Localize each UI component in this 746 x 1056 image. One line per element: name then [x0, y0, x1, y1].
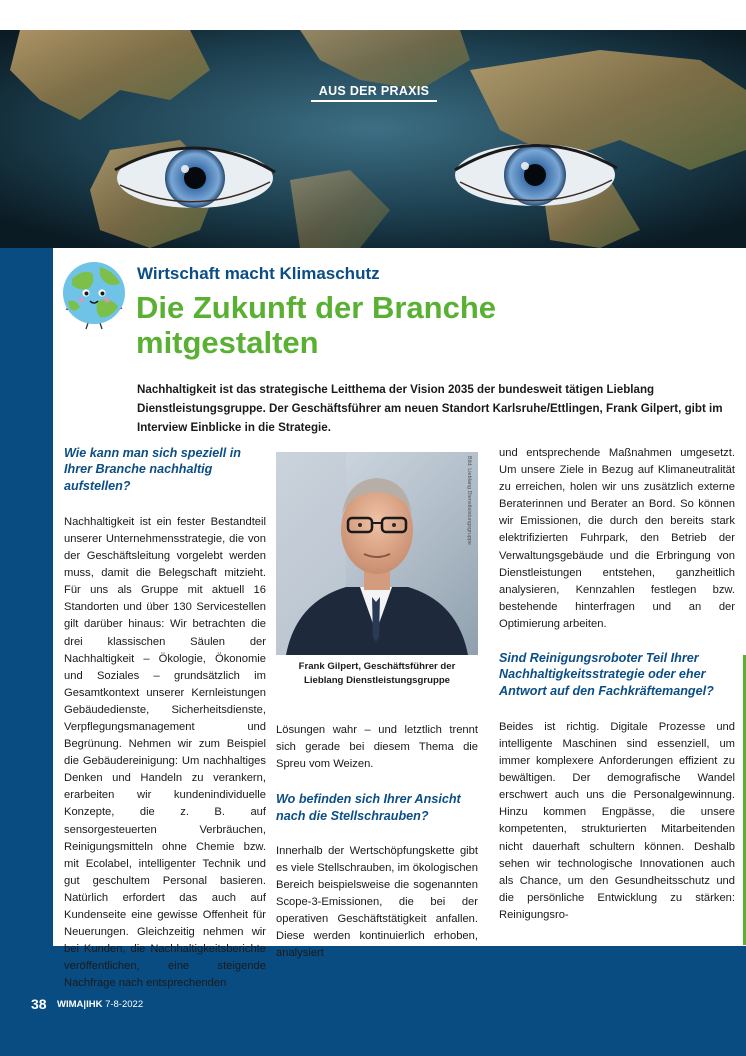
publication-name	[57, 999, 143, 1010]
page-number: 38	[31, 996, 47, 1012]
interview-answer-1: Nachhaltigkeit ist ein fester Bestandteil unserer Unternehmensstrategie, die von der Geschäftsleitung vorgelebt werden muss, damit die Belegschaft mitzieht. Für uns als Gruppe mit aktuell 16 Standorten und über 130 Servicestellen gilt darüber hinaus: Wir betrachten die drei klassischen Säulen der Nachhaltigkeit – Ökologie, Ökonomie und Soziales – grundsätzlich im Gesamtkontext unserer Kernleistungen Gebäudedienste, Sicherheitsdienste, Verpflegungsmanagement und Begrünung. Nehmen wir zum Beispiel die Gebäudereinigung: Um nachhaltiges Denken und Handeln zu verankern, erarbeiten wir kundenindividuelle Konzepte, die z. B. auf sensorgesteuerten Verbräuchen, Reinigungsmitteln ohne Chemie bzw. mit Ecolabel, intelligenter Technik und gut geschultem Personal basieren. Natürlich erfordert das auch auf Kundenseite eine gewisse Offenheit für Neuerungen. Gleichzeitig nehmen wir bei Kunden, die Nachhaltigkeitsberichte veröffentlichen, eine steigende Nachfrage nach entsprechenden	[64, 515, 266, 990]
section-rubric: AUS DER PRAXIS	[311, 80, 437, 102]
article-lead: Nachhaltigkeit ist das strategische Leitthema der Vision 2035 der bundesweit tätigen Lieblang Dienstleistungsgruppe. Der Geschäftsführer am neuen Standort Karlsruhe/Ettlingen, Frank Gilpert, gibt im Interview Einblicke in die Strategie.	[137, 383, 723, 434]
publication-issuer: IHK	[86, 999, 103, 1010]
article-column-3	[499, 445, 735, 924]
article-column-1	[64, 445, 266, 993]
headline-line-1: Die Zukunft der Branche	[136, 290, 496, 325]
publication-issue: 7-8-2022	[105, 999, 144, 1010]
interview-answer-3: Beides ist richtig. Digitale Prozesse und intelligente Maschinen sind essenziell, um immer komplexere Anforderungen effizient zu bewältigen. Der demografische Wandel erschwert auch uns die Personalgewinnung. Hinzu kommen Engpässe, die unsere kompetenten, strukturierten Mitarbeitenden nicht dauerhaft schultern können. Deshalb sehen wir technologische Innovationen auch als Chance, um den Gesundheitsschutz und die persönliche Entwicklung zu stärken: Reinigungsro-	[499, 720, 735, 921]
globe-mascot-icon	[58, 257, 130, 331]
headline-line-2: mitgestalten	[136, 325, 319, 360]
photo-credit: Bild: Lieblang Dienstleistungsgruppe	[466, 456, 472, 545]
interview-question-1: Wie kann man sich speziell in Ihrer Branche nachhaltig aufstellen?	[64, 446, 241, 493]
publication-separator: |	[83, 999, 87, 1010]
photo-caption	[276, 660, 478, 688]
article-headline	[136, 290, 736, 360]
caption-line-2: Lieblang Dienstleistungsgruppe	[303, 675, 451, 686]
caption-line-1: Frank Gilpert, Geschäftsführer der	[298, 661, 456, 672]
interview-answer-2: Innerhalb der Wertschöpfungskette gibt es viele Stellschrauben, im ökologischen Bereich beispielsweise die sogenannten Scope-3-Emissionen, die bei der operativen Geschäftstätigkeit anfallen. Diese werden kontinuierlich erhoben, analysiert	[276, 844, 478, 960]
interview-answer-1-continued: Lösungen wahr – und letztlich trennt sich gerade bei diesem Thema die Spreu vom Weizen.	[276, 724, 478, 771]
hero-eyes-world-map	[0, 30, 746, 248]
publication-title: WIMA	[57, 999, 84, 1010]
article-kicker: Wirtschaft macht Klimaschutz	[137, 264, 380, 283]
interview-question-2: Wo befinden sich Ihrer Ansicht nach die Stellschrauben?	[276, 792, 461, 823]
interview-answer-2-continued: und entsprechende Maßnahmen umgesetzt. Um unsere Ziele in Bezug auf Klimaneutralität zu erreichen, holen wir uns zusätzlich externe Beraterinnen und Berater an Bord. So können wir Emissionen, die durch den bereits stark elektrifizierten Fuhrpark, den Betrieb der Verwaltungsgebäude und die Erbringung von Dienstleistungen entstehen, ganzheitlich analysieren, Kennzahlen festlegen bzw. bestehende hinterfragen und an der Optimierung arbeiten.	[499, 447, 735, 630]
hero-image	[0, 30, 746, 248]
article-column-2	[276, 722, 478, 963]
page-frame-left	[0, 248, 53, 1056]
portrait-photo	[276, 452, 478, 655]
interview-question-3: Sind Reinigungsroboter Teil Ihrer Nachhaltigkeitsstrategie oder eher Antwort auf den Fachkräftemangel?	[499, 651, 714, 698]
